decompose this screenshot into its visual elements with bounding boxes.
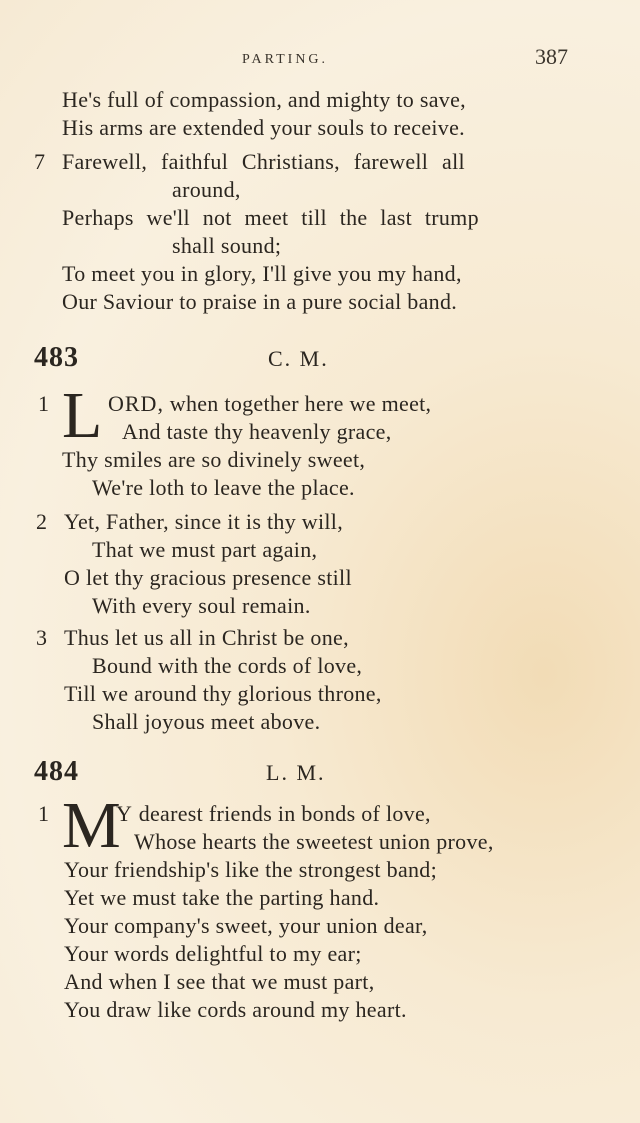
page-number: 387 xyxy=(535,44,568,69)
drop-cap: M xyxy=(62,789,121,862)
verse-line: Our Saviour to praise in a pure social band. xyxy=(62,289,458,314)
first-line-rest: dearest friends in bonds of love, xyxy=(132,801,431,826)
verse-line: around, xyxy=(172,177,241,202)
verse-line: Shall joyous meet above. xyxy=(92,709,321,734)
verse-line: That we must part again, xyxy=(92,537,318,562)
verse-line: You draw like cords around my heart. xyxy=(64,997,407,1022)
verse-line: Yet we must take the parting hand. xyxy=(64,885,380,910)
verse-line: And taste thy heavenly grace, xyxy=(122,419,392,444)
first-line-rest: when together here we meet, xyxy=(163,391,432,416)
verse-line: Farewell, faithful Christians, farewell all xyxy=(62,149,465,174)
verse-line: Till we around thy glorious throne, xyxy=(64,681,382,706)
verse-line: With every soul remain. xyxy=(92,593,311,618)
verse-line: Yet, Father, since it is thy will, xyxy=(64,509,344,534)
verse-line: Your words delightful to my ear; xyxy=(64,941,362,966)
verse-line: O let thy gracious presence still xyxy=(64,565,352,590)
verse-line: We're loth to leave the place. xyxy=(92,475,355,500)
verse-line: His arms are extended your souls to receive. xyxy=(62,115,465,140)
verse-line: Whose hearts the sweetest union prove, xyxy=(134,829,494,854)
verse-line: He's full of compassion, and mighty to save, xyxy=(62,87,466,112)
verse-line xyxy=(108,390,431,418)
verse-number: 2 xyxy=(36,509,47,534)
verse-number: 1 xyxy=(38,391,49,416)
verse-line xyxy=(116,800,431,828)
verse-line: Your company's sweet, your union dear, xyxy=(64,913,428,938)
verse-line: Your friendship's like the strongest band; xyxy=(64,857,438,882)
page-header xyxy=(0,44,640,74)
verse-line: shall sound; xyxy=(172,233,282,258)
hymn-meter: L. M. xyxy=(266,760,326,785)
first-word-rest: ORD, xyxy=(108,391,164,416)
verse-line: Thy smiles are so divinely sweet, xyxy=(62,447,366,472)
drop-cap: L xyxy=(62,379,103,452)
verse-line: Bound with the cords of love, xyxy=(92,653,363,678)
verse-line: And when I see that we must part, xyxy=(64,969,375,994)
first-word-rest: Y xyxy=(116,801,133,826)
hymn-meter: C. M. xyxy=(268,346,329,371)
hymn-number: 484 xyxy=(34,756,79,787)
verse-line: To meet you in glory, I'll give you my hand, xyxy=(62,261,462,286)
verse-number: 3 xyxy=(36,625,47,650)
verse-number: 1 xyxy=(38,801,49,826)
verse-line: Thus let us all in Christ be one, xyxy=(64,625,349,650)
running-head: PARTING. xyxy=(242,52,329,67)
verse-number: 7 xyxy=(34,149,45,174)
verse-line: Perhaps we'll not meet till the last trump xyxy=(62,205,479,230)
hymn-number: 483 xyxy=(34,342,79,373)
